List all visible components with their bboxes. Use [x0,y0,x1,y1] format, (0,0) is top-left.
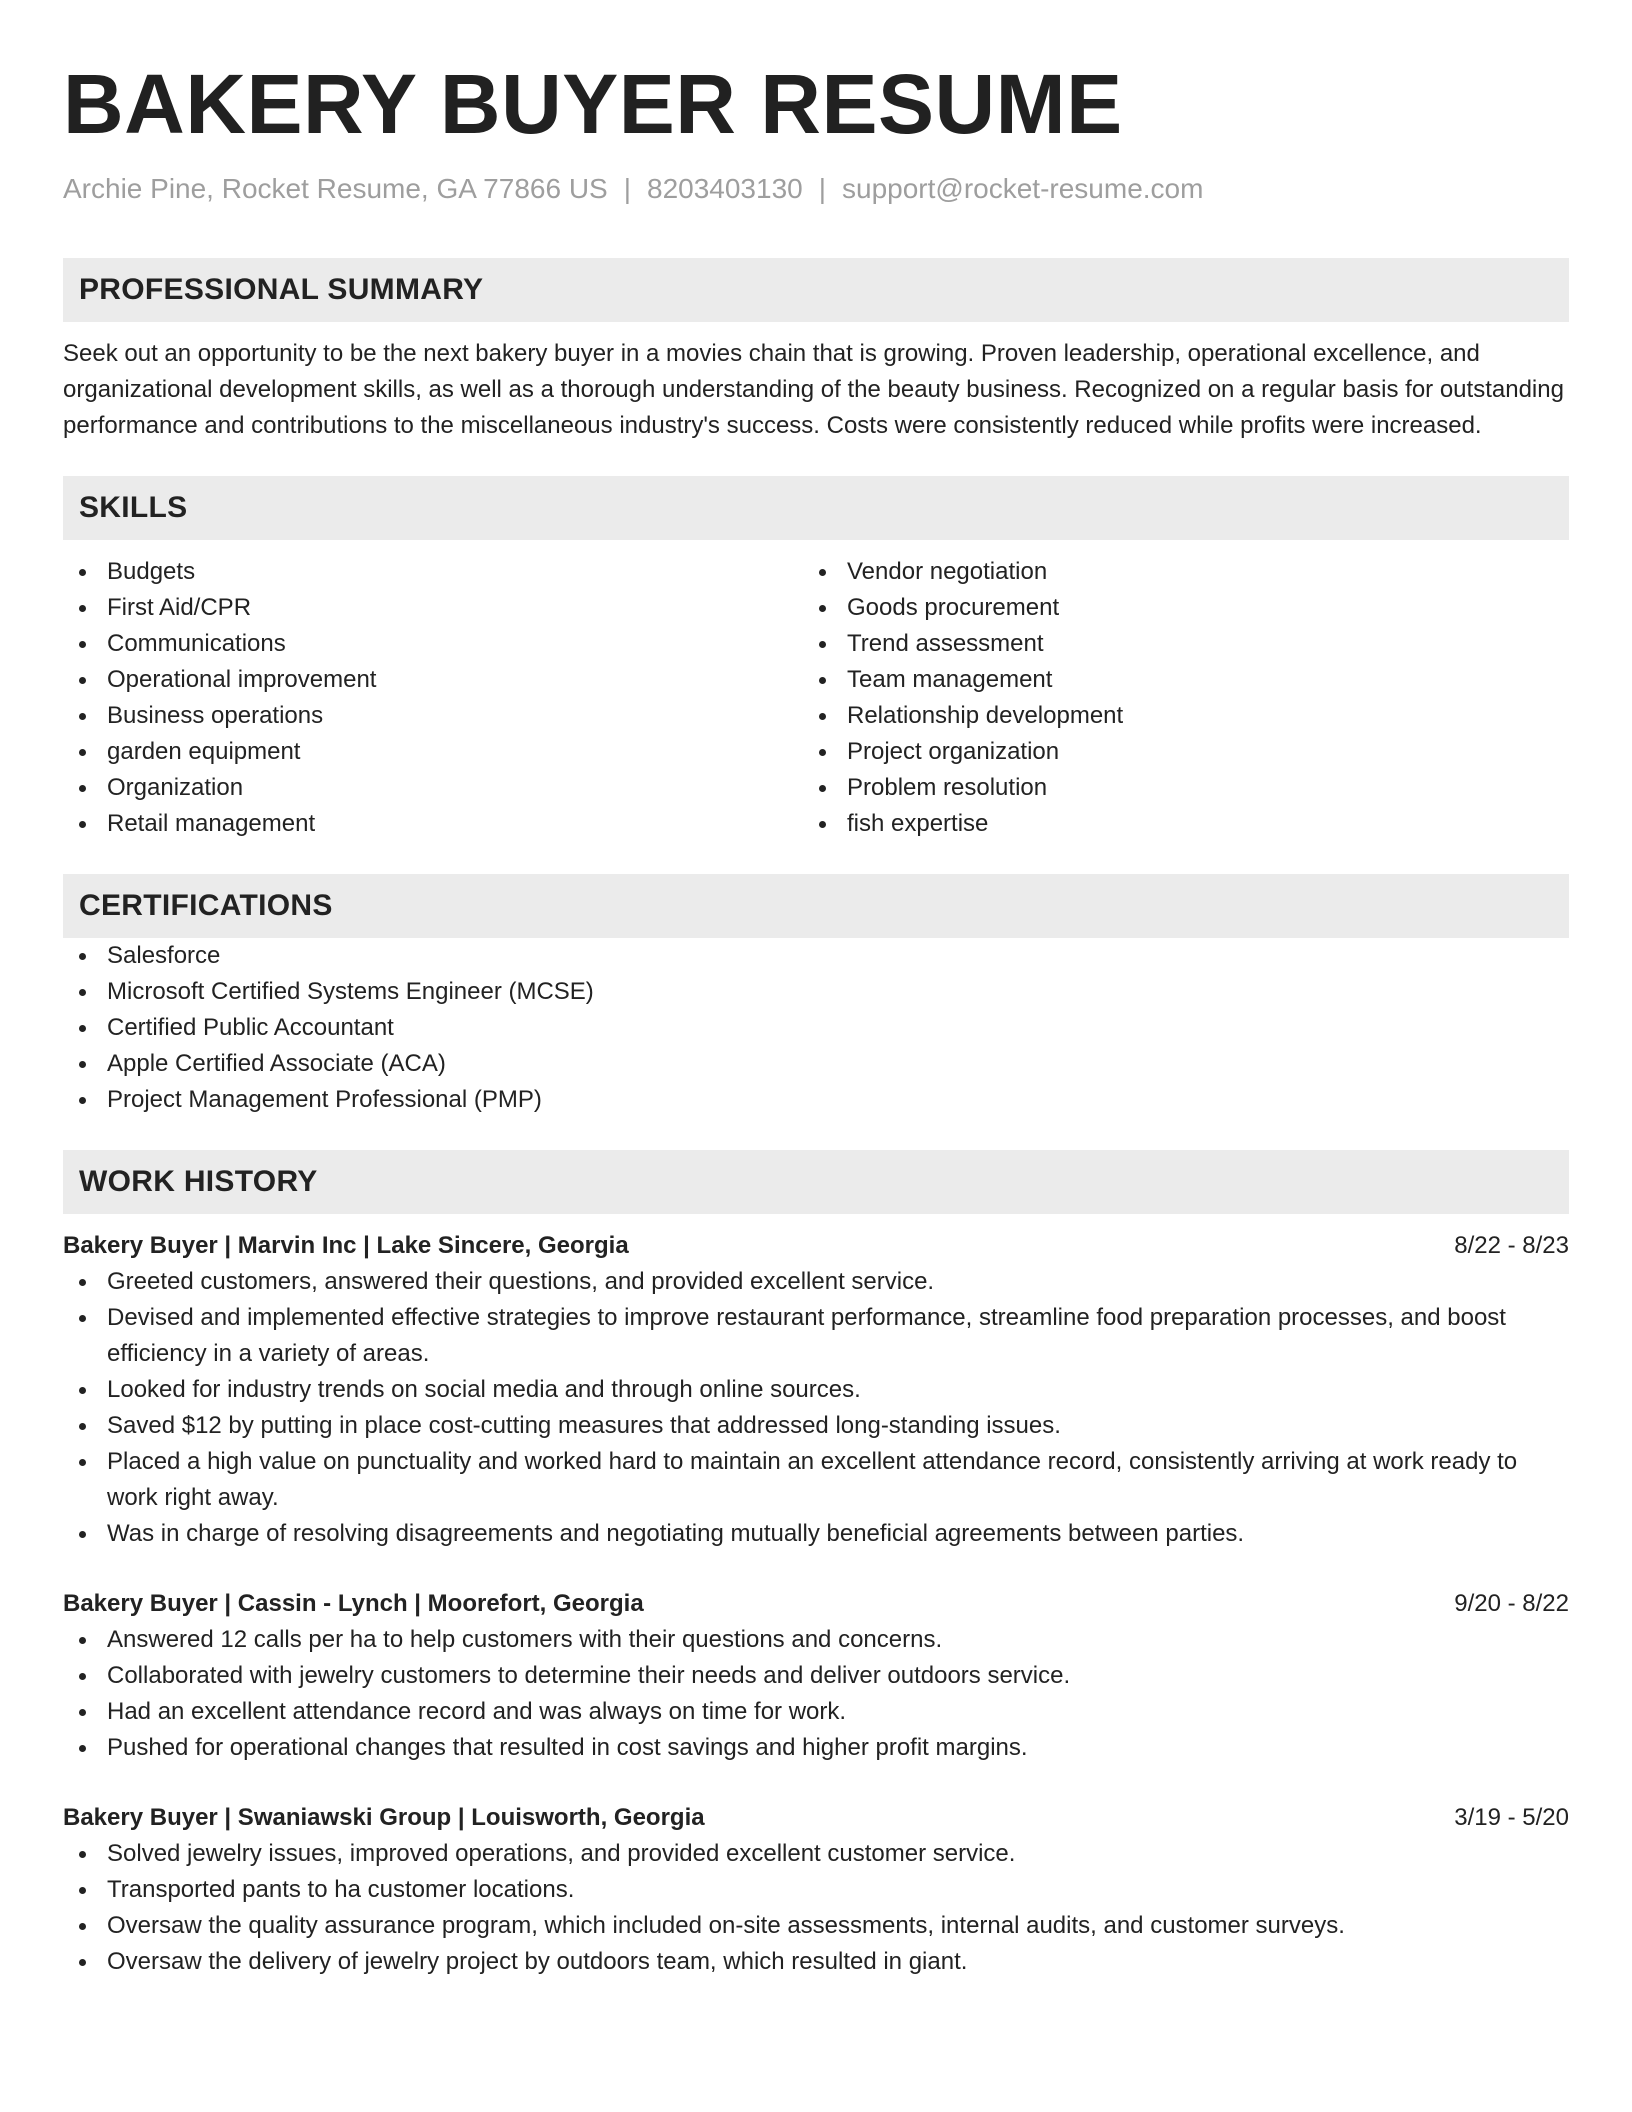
bullet-icon [79,1025,86,1032]
certification-label: Microsoft Certified Systems Engineer (MCSE) [107,978,594,1005]
bullet-icon [819,605,826,612]
job-bullet-text: Transported pants to ha customer locations. [107,1876,575,1903]
bullet-icon [79,1279,86,1286]
summary-text: Seek out an opportunity to be the next bakery buyer in a movies chain that is growing. Proven leadership, operational excellence, and organizational development skills, as well as a thorough understanding of the beauty business. Recognized on a regular basis for outstanding performance and contributions to the miscellaneous industry's success. Costs were consistently reduced while profits were increased. [63,340,1564,439]
certifications-list [63,938,1569,1118]
bullet-icon [79,1851,86,1858]
job-bullet [63,1944,1569,1980]
skill-item [803,770,1543,806]
job-bullet [63,1300,1569,1372]
skill-item [63,698,803,734]
job-bullet [63,1264,1569,1300]
skill-item [803,662,1543,698]
bullet-icon [79,1387,86,1394]
skill-label: fish expertise [847,810,989,837]
job-bullet [63,1372,1569,1408]
job-bullet [63,1516,1569,1552]
job-header [63,1800,1569,1836]
bullet-icon [79,785,86,792]
job-bullet-text: Placed a high value on punctuality and worked hard to maintain an excellent attendance record, consistently arriving at work ready to work right away. [107,1448,1518,1511]
bullet-icon [79,1887,86,1894]
job-bullet [63,1444,1569,1516]
job-entry [63,1800,1569,1980]
certification-item [63,1046,1569,1082]
job-bullet [63,1908,1569,1944]
skill-item [63,626,803,662]
bullet-icon [79,641,86,648]
job-bullet-text: Solved jewelry issues, improved operations, and provided excellent customer service. [107,1840,1016,1867]
bullet-icon [819,749,826,756]
job-title: Bakery Buyer | Swaniawski Group | Louisworth, Georgia [63,1804,705,1831]
contact-email: support@rocket-resume.com [842,173,1204,204]
bullet-icon [79,1097,86,1104]
job-bullet [63,1872,1569,1908]
bullet-icon [79,821,86,828]
bullet-icon [79,1673,86,1680]
certification-item [63,1010,1569,1046]
skill-label: Vendor negotiation [847,558,1048,585]
job-bullet-text: Had an excellent attendance record and was always on time for work. [107,1698,847,1725]
skill-item [63,806,803,842]
bullet-icon [79,953,86,960]
section-header-certifications: CERTIFICATIONS [63,874,1569,938]
job-header [63,1228,1569,1264]
section-header-summary: PROFESSIONAL SUMMARY [63,258,1569,322]
bullet-icon [79,1709,86,1716]
skill-label: First Aid/CPR [107,594,252,621]
job-bullet-text: Oversaw the quality assurance program, which included on-site assessments, internal audits, and customer surveys. [107,1912,1345,1939]
contact-separator: | [818,173,827,204]
job-bullet [63,1658,1569,1694]
skill-label: Project organization [847,738,1060,765]
skill-label: Problem resolution [847,774,1048,801]
job-title: Bakery Buyer | Marvin Inc | Lake Sincere, Georgia [63,1232,629,1259]
skill-label: Operational improvement [107,666,377,693]
job-header [63,1586,1569,1622]
bullet-icon [79,1923,86,1930]
bullet-icon [819,641,826,648]
job-bullet [63,1694,1569,1730]
job-bullet-text: Looked for industry trends on social media and through online sources. [107,1376,861,1403]
skill-label: Trend assessment [847,630,1044,657]
job-bullet [63,1622,1569,1658]
job-bullets [63,1836,1569,1980]
contact-separator: | [623,173,631,204]
skill-label: Business operations [107,702,324,729]
skill-label: Relationship development [847,702,1124,729]
skills-column-left [63,554,803,842]
bullet-icon [79,1423,86,1430]
skill-item [63,662,803,698]
skill-item [63,734,803,770]
skill-item [63,554,803,590]
certification-label: Salesforce [107,942,221,969]
certification-item [63,974,1569,1010]
section-header-work-history: WORK HISTORY [63,1150,1569,1214]
resume-title: BAKERY BUYER RESUME [63,57,1123,151]
bullet-icon [79,749,86,756]
skill-label: Goods procurement [847,594,1060,621]
contact-line [63,172,1569,206]
certification-item [63,1082,1569,1118]
job-bullet-text: Devised and implemented effective strategies to improve restaurant performance, streamline food preparation processes, and boost efficiency in a variety of areas. [107,1304,1506,1367]
skill-label: Organization [107,774,244,801]
job-dates: 8/22 - 8/23 [1454,1232,1569,1259]
skill-item [803,554,1543,590]
skills-list [63,554,1569,842]
job-entry [63,1228,1569,1552]
bullet-icon [79,569,86,576]
job-bullet [63,1408,1569,1444]
bullet-icon [819,677,826,684]
job-dates: 9/20 - 8/22 [1454,1590,1569,1617]
skill-item [63,590,803,626]
bullet-icon [79,1959,86,1966]
certification-item [63,938,1569,974]
job-bullet-text: Collaborated with jewelry customers to determine their needs and deliver outdoors service. [107,1662,1071,1689]
section-header-skills: SKILLS [63,476,1569,540]
bullet-icon [79,1637,86,1644]
bullet-icon [819,569,826,576]
contact-address: Archie Pine, Rocket Resume, GA 77866 US [63,173,608,204]
job-bullet-text: Greeted customers, answered their questions, and provided excellent service. [107,1268,935,1295]
certification-label: Project Management Professional (PMP) [107,1086,542,1113]
job-dates: 3/19 - 5/20 [1454,1804,1569,1831]
skill-label: Budgets [107,558,196,585]
skills-column-right [803,554,1543,842]
contact-phone: 8203403130 [647,173,803,204]
bullet-icon [79,605,86,612]
bullet-icon [819,785,826,792]
job-bullets [63,1264,1569,1552]
certification-label: Certified Public Accountant [107,1014,394,1041]
skill-label: Team management [847,666,1053,693]
bullet-icon [79,713,86,720]
bullet-icon [79,1061,86,1068]
bullet-icon [79,989,86,996]
job-title: Bakery Buyer | Cassin - Lynch | Moorefort, Georgia [63,1590,644,1617]
bullet-icon [79,1459,86,1466]
skill-item [803,698,1543,734]
bullet-icon [79,677,86,684]
job-bullet-text: Was in charge of resolving disagreements and negotiating mutually beneficial agreements between parties. [107,1520,1245,1547]
skill-label: garden equipment [107,738,301,765]
job-entry [63,1586,1569,1766]
skill-label: Communications [107,630,286,657]
bullet-icon [819,821,826,828]
job-bullet [63,1730,1569,1766]
job-bullets [63,1622,1569,1766]
skill-item [803,626,1543,662]
bullet-icon [819,713,826,720]
skill-label: Retail management [107,810,316,837]
job-bullet-text: Saved $12 by putting in place cost-cutting measures that addressed long-standing issues. [107,1412,1061,1439]
bullet-icon [79,1531,86,1538]
bullet-icon [79,1745,86,1752]
skill-item [803,590,1543,626]
bullet-icon [79,1315,86,1322]
skill-item [803,806,1543,842]
skill-item [803,734,1543,770]
certification-label: Apple Certified Associate (ACA) [107,1050,446,1077]
job-bullet [63,1836,1569,1872]
job-bullet-text: Pushed for operational changes that resulted in cost savings and higher profit margins. [107,1734,1028,1761]
job-bullet-text: Answered 12 calls per ha to help customers with their questions and concerns. [107,1626,943,1653]
skill-item [63,770,803,806]
job-bullet-text: Oversaw the delivery of jewelry project by outdoors team, which resulted in giant. [107,1948,968,1975]
